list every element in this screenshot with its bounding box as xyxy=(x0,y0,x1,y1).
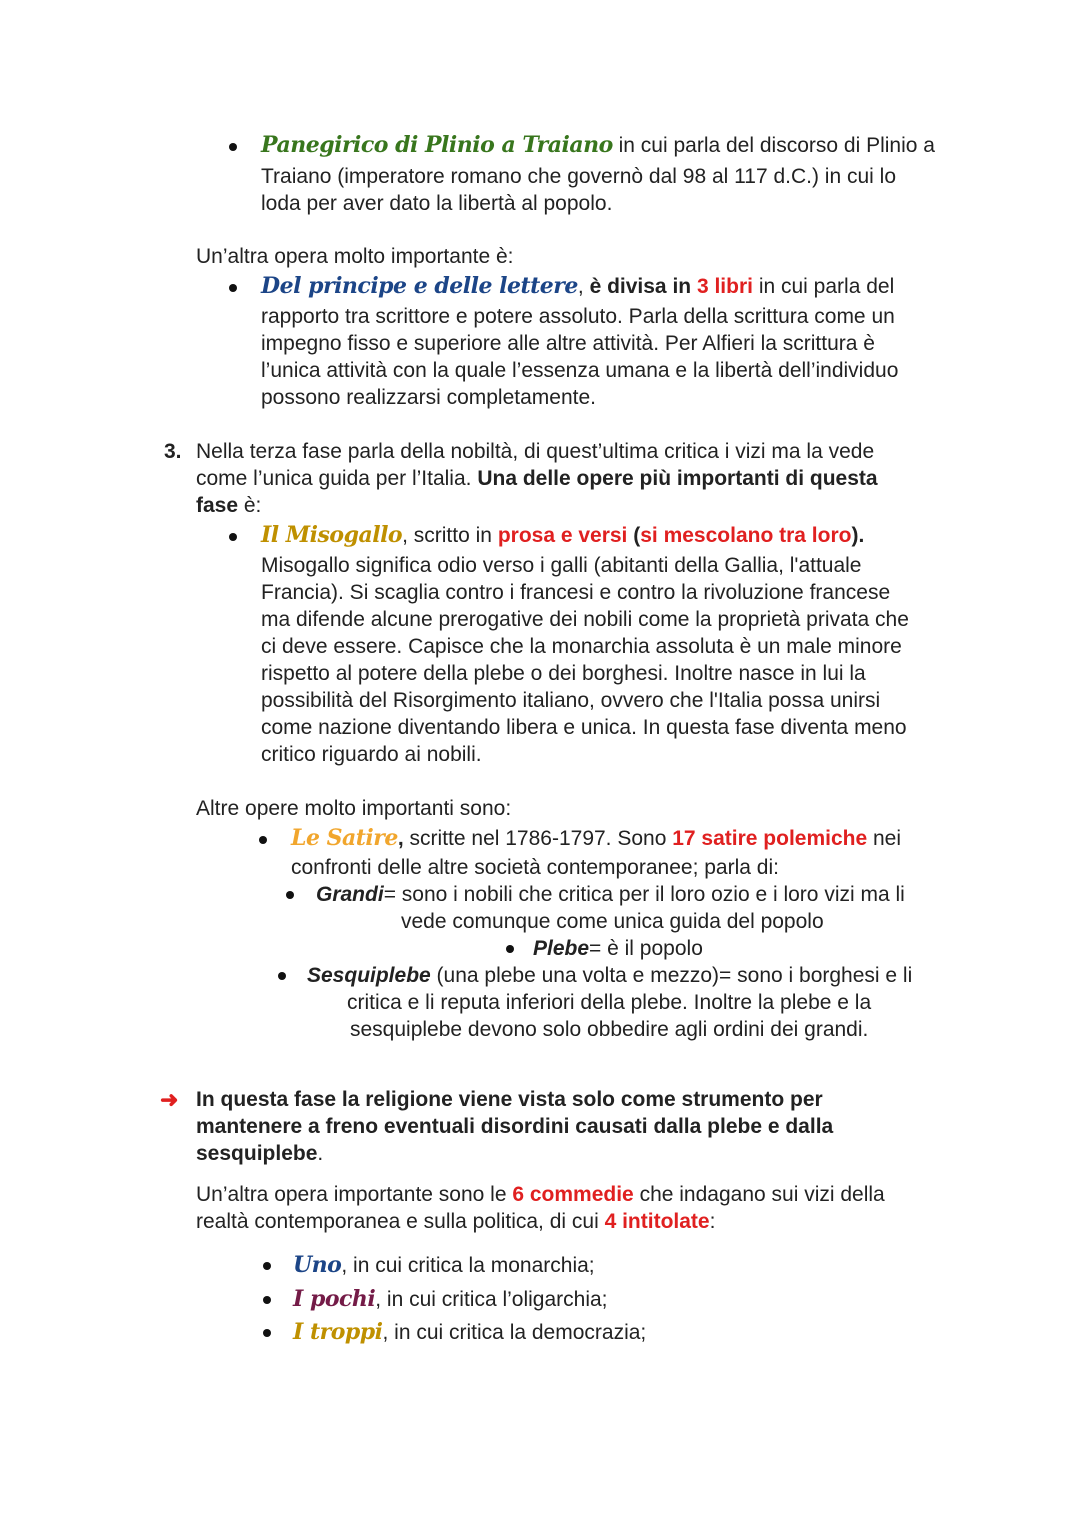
paragraph-line: Panegirico di Plinio a Traiano in cui parla del discorso di Plinio a xyxy=(261,132,935,158)
paragraph-line: critico riguardo ai nobili. xyxy=(261,743,482,766)
paragraph-line: Sesquiplebe (una plebe una volta e mezzo)= sono i borghesi e li xyxy=(307,964,913,987)
bullet-icon xyxy=(229,284,237,292)
paragraph-line: l’unica attività con la quale l’essenza umana e la libertà dell’individuo xyxy=(261,359,899,382)
paragraph-line: Misogallo significa odio verso i galli (abitanti della Gallia, l'attuale xyxy=(261,554,862,577)
bullet-icon xyxy=(263,1262,271,1270)
paragraph-line: vede comunque come unica guida del popolo xyxy=(401,910,824,933)
paragraph-line: sesquiplebe. xyxy=(196,1142,324,1165)
paragraph-line: realtà contemporanea e sulla politica, di cui 4 intitolate: xyxy=(196,1210,716,1233)
paragraph-line: rispetto al potere della plebe o dei borghesi. Inoltre nasce in lui la xyxy=(261,662,866,685)
term: Sesquiplebe xyxy=(307,964,431,987)
paragraph-line: Nella terza fase parla della nobiltà, di quest’ultima critica i vizi ma la vede xyxy=(196,440,875,463)
list-number: 3. xyxy=(164,440,182,463)
bullet-icon xyxy=(506,945,514,953)
bullet-icon xyxy=(263,1329,271,1337)
bullet-icon xyxy=(263,1296,271,1304)
work-title: Uno xyxy=(293,1252,342,1278)
paragraph-line: Un’altra opera molto importante è: xyxy=(196,245,514,268)
bullet-icon xyxy=(278,972,286,980)
paragraph-line: ma difende alcune prerogative dei nobili come la proprietà privata che xyxy=(261,608,909,631)
paragraph-line: Grandi= sono i nobili che critica per il loro ozio e i loro vizi ma li xyxy=(316,883,905,906)
paragraph-line: Le Satire, scritte nel 1786-1797. Sono 17 satire polemiche nei xyxy=(291,825,902,851)
paragraph-line: possono realizzarsi completamente. xyxy=(261,386,596,409)
work-title: I troppi xyxy=(293,1319,383,1345)
paragraph-line: come nazione diventando libera e unica. In questa fase diventa meno xyxy=(261,716,907,739)
paragraph-line: fase è: xyxy=(196,494,262,517)
paragraph-line: Francia). Si scaglia contro i francesi e contro la rivoluzione francese xyxy=(261,581,891,604)
paragraph-line: mantenere a freno eventuali disordini causati dalla plebe e dalla xyxy=(196,1115,834,1138)
paragraph-line: confronti delle altre società contemporanee; parla di: xyxy=(291,856,779,879)
paragraph-line: critica e li reputa inferiori della plebe. Inoltre la plebe e la xyxy=(347,991,872,1014)
work-title: Il Misogallo xyxy=(261,522,403,548)
paragraph-line: loda per aver dato la libertà al popolo. xyxy=(261,192,613,215)
paragraph-line: ci deve essere. Capisce che la monarchia assoluta è un male minore xyxy=(261,635,902,658)
paragraph-line: sesquiplebe devono solo obbedire agli ordini dei grandi. xyxy=(350,1018,869,1041)
list-item: I troppi, in cui critica la democrazia; xyxy=(293,1319,647,1345)
paragraph-line: possibilità del Risorgimento italiano, ovvero che l'Italia possa unirsi xyxy=(261,689,881,712)
term: Grandi xyxy=(316,883,384,906)
paragraph-line: In questa fase la religione viene vista solo come strumento per xyxy=(196,1088,823,1111)
paragraph-line: Plebe= è il popolo xyxy=(533,937,703,960)
bullet-icon xyxy=(259,836,267,844)
paragraph-line: Altre opere molto importanti sono: xyxy=(196,797,512,820)
paragraph-line: rapporto tra scrittore e potere assoluto. Parla della scrittura come un xyxy=(261,305,895,328)
arrow-right-icon: ➜ xyxy=(160,1087,179,1112)
paragraph-line: impegno fisso e superiore alle altre attività. Per Alfieri la scrittura è xyxy=(261,332,875,355)
bullet-icon xyxy=(229,143,237,151)
work-title: Del principe e delle lettere xyxy=(261,273,578,299)
list-item: I pochi, in cui critica l’oligarchia; xyxy=(293,1286,608,1312)
term: Plebe xyxy=(533,937,590,960)
paragraph-line: Traiano (imperatore romano che governò dal 98 al 117 d.C.) in cui lo xyxy=(261,165,897,188)
work-title: Le Satire xyxy=(291,825,398,851)
list-item: Uno, in cui critica la monarchia; xyxy=(293,1252,595,1278)
bullet-icon xyxy=(286,891,294,899)
paragraph-line: Del principe e delle lettere, è divisa in 3 libri in cui parla del xyxy=(261,273,895,299)
paragraph-line: come l’unica guida per l’Italia. Una delle opere più importanti di questa xyxy=(196,467,878,490)
bullet-icon xyxy=(229,533,237,541)
paragraph-line: Il Misogallo, scritto in prosa e versi (si mescolano tra loro). xyxy=(261,522,865,548)
work-title: Panegirico di Plinio a Traiano xyxy=(261,132,613,158)
work-title: I pochi xyxy=(293,1286,376,1312)
paragraph-line: Un’altra opera importante sono le 6 commedie che indagano sui vizi della xyxy=(196,1183,885,1206)
